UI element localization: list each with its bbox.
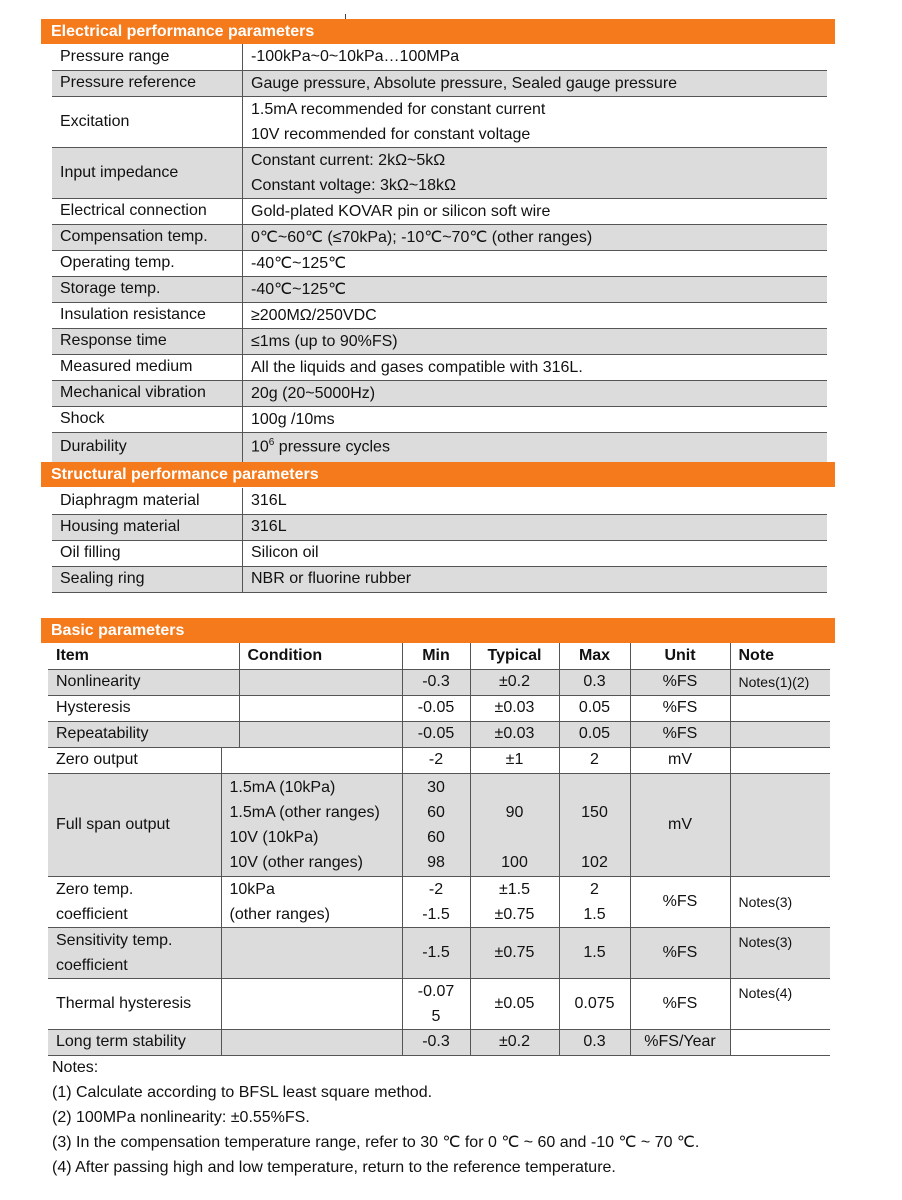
param-name: Electrical connection	[52, 198, 243, 224]
max-cell: 1.5	[559, 927, 630, 978]
param-name: Excitation	[52, 96, 243, 147]
note-cell	[730, 721, 830, 747]
note-item: (3) In the compensation temperature range, refer to 30 ℃ for 0 ℃ ~ 60 and -10 ℃ ~ 70 ℃.	[52, 1134, 700, 1151]
min-cell: -1.5	[402, 927, 470, 978]
table-row	[52, 147, 827, 198]
note-cell	[730, 747, 830, 773]
max-cell: 0.075	[559, 978, 630, 1029]
typical-line: ±1.5	[498, 880, 531, 898]
typical-cell: ±0.2	[470, 669, 559, 695]
note-cell: Notes(3)	[730, 876, 830, 927]
typical-cell: ±0.05	[470, 978, 559, 1029]
table-row	[48, 721, 830, 747]
min-line: -2	[428, 880, 444, 898]
value-line: ≤1ms (up to 90%FS)	[251, 332, 398, 350]
param-value	[243, 224, 828, 250]
min-cell: -2	[402, 747, 470, 773]
param-name: Oil filling	[52, 540, 243, 566]
typical-cell: ±1	[470, 747, 559, 773]
item-cell: Long term stability	[48, 1029, 221, 1055]
param-name: Insulation resistance	[52, 302, 243, 328]
typical-cell: ±0.03	[470, 721, 559, 747]
item-cell: Full span output	[48, 773, 221, 876]
max-cell: 0.3	[559, 1029, 630, 1055]
note-cell: Notes(1)(2)	[730, 669, 830, 695]
unit-cell: mV	[630, 747, 730, 773]
note-cell: Notes(3)	[730, 927, 830, 978]
unit-cell: %FS	[630, 669, 730, 695]
table-row	[48, 773, 830, 876]
param-name: Mechanical vibration	[52, 380, 243, 406]
typical-cell: ±0.75	[470, 927, 559, 978]
unit-cell: mV	[630, 773, 730, 876]
note-item: (2) 100MPa nonlinearity: ±0.55%FS.	[52, 1109, 310, 1126]
param-name: Input impedance	[52, 147, 243, 198]
header-note: Note	[730, 643, 830, 669]
min-cell: -0.3	[402, 1029, 470, 1055]
condition-line: 10V (10kPa)	[229, 828, 319, 846]
value-line: 10V recommended for constant voltage	[251, 125, 531, 143]
max-line: 2	[590, 880, 599, 898]
unit-cell: %FS	[630, 927, 730, 978]
table-row	[52, 566, 827, 592]
typical-cell	[470, 773, 559, 876]
typical-line: ±0.75	[494, 905, 535, 923]
condition-line: 10kPa	[229, 880, 275, 898]
header-max: Max	[559, 643, 630, 669]
unit-cell: %FS	[630, 876, 730, 927]
value-line: 0℃~60℃ (≤70kPa); -10℃~70℃ (other ranges)	[251, 228, 593, 246]
value-line: Constant current: 2kΩ~5kΩ	[251, 151, 446, 169]
param-value	[243, 250, 828, 276]
param-name: Compensation temp.	[52, 224, 243, 250]
param-value	[243, 302, 828, 328]
param-value	[243, 276, 828, 302]
item-line: coefficient	[56, 956, 128, 974]
condition-cell	[221, 927, 402, 978]
header-unit: Unit	[630, 643, 730, 669]
condition-cell	[221, 773, 402, 876]
electrical-section-header: Electrical performance parameters	[41, 19, 835, 44]
condition-cell	[221, 1029, 402, 1055]
table-row	[52, 406, 827, 432]
table-row	[52, 224, 827, 250]
value-line: -100kPa~0~10kPa…100MPa	[251, 48, 460, 66]
durability-exponent: 6	[268, 437, 275, 449]
unit-cell: %FS/Year	[630, 1029, 730, 1055]
max-line: 1.5	[583, 905, 606, 923]
min-cell: -0.3	[402, 669, 470, 695]
value-line: 20g (20~5000Hz)	[251, 384, 376, 402]
param-value	[243, 354, 828, 380]
condition-line: 10V (other ranges)	[229, 853, 363, 871]
table-row	[48, 669, 830, 695]
table-row	[52, 514, 827, 540]
max-line: 102	[581, 853, 608, 871]
condition-cell	[239, 721, 402, 747]
min-line: 30	[427, 778, 445, 796]
table-row	[52, 302, 827, 328]
durability-base: 10	[251, 438, 269, 456]
param-value: NBR or fluorine rubber	[243, 566, 828, 592]
typical-cell: ±0.03	[470, 695, 559, 721]
value-line: ≥200MΩ/250VDC	[251, 306, 377, 324]
table-row	[48, 927, 830, 978]
max-cell: 2	[559, 747, 630, 773]
table-row	[52, 380, 827, 406]
note-cell	[730, 695, 830, 721]
param-value: 316L	[243, 514, 828, 540]
max-cell: 0.3	[559, 669, 630, 695]
value-line: All the liquids and gases compatible with 316L.	[251, 358, 583, 376]
param-name: Sealing ring	[52, 566, 243, 592]
value-line: Gold-plated KOVAR pin or silicon soft wire	[251, 202, 551, 220]
basic-parameters-table	[48, 643, 830, 1056]
min-cell: -0.05	[402, 695, 470, 721]
item-cell: Hysteresis	[48, 695, 239, 721]
value-line: Gauge pressure, Absolute pressure, Sealed gauge pressure	[251, 74, 678, 92]
value-line: 1.5mA recommended for constant current	[251, 100, 546, 118]
param-value	[243, 44, 828, 70]
value-line: -40℃~125℃	[251, 280, 347, 298]
item-cell: Nonlinearity	[48, 669, 239, 695]
table-row	[52, 354, 827, 380]
table-row	[52, 198, 827, 224]
max-cell	[559, 773, 630, 876]
notes-title: Notes:	[52, 1059, 99, 1076]
param-name: Measured medium	[52, 354, 243, 380]
param-value	[243, 328, 828, 354]
item-line: Sensitivity temp.	[56, 931, 173, 949]
max-cell: 0.05	[559, 721, 630, 747]
min-cell	[402, 773, 470, 876]
table-row	[52, 540, 827, 566]
param-value	[243, 406, 828, 432]
param-name: Diaphragm material	[52, 488, 243, 514]
typical-line: 90	[505, 803, 524, 821]
table-row	[48, 978, 830, 1029]
notes-block	[52, 1055, 699, 1180]
header-item: Item	[48, 643, 239, 669]
table-header-row	[48, 643, 830, 669]
typical-cell: ±0.2	[470, 1029, 559, 1055]
table-row	[52, 44, 827, 70]
item-line: coefficient	[56, 905, 128, 923]
param-value: Silicon oil	[243, 540, 828, 566]
note-cell: Notes(4)	[730, 978, 830, 1029]
electrical-table	[52, 44, 827, 463]
table-row	[48, 695, 830, 721]
item-cell	[48, 927, 221, 978]
param-name: Durability	[52, 432, 243, 462]
table-row	[52, 70, 827, 96]
basic-section-header: Basic parameters	[41, 618, 835, 643]
note-item: (1) Calculate according to BFSL least square method.	[52, 1084, 433, 1101]
table-row	[52, 488, 827, 514]
table-row	[48, 747, 830, 773]
note-cell	[730, 773, 830, 876]
item-cell: Zero output	[48, 747, 221, 773]
param-value	[243, 70, 828, 96]
typical-cell	[470, 876, 559, 927]
param-name: Storage temp.	[52, 276, 243, 302]
param-value	[243, 147, 828, 198]
param-value: 316L	[243, 488, 828, 514]
param-name: Operating temp.	[52, 250, 243, 276]
condition-line: 1.5mA (other ranges)	[229, 803, 380, 821]
header-condition: Condition	[239, 643, 402, 669]
param-value	[243, 198, 828, 224]
min-line: 60	[427, 803, 445, 821]
min-line: 60	[427, 828, 445, 846]
min-line: -1.5	[422, 905, 450, 923]
max-cell	[559, 876, 630, 927]
durability-text: pressure cycles	[274, 438, 390, 456]
table-row	[52, 96, 827, 147]
item-line: Zero temp.	[56, 880, 134, 898]
value-line: 100g /10ms	[251, 410, 335, 428]
table-row	[52, 250, 827, 276]
min-line: 5	[431, 1007, 441, 1025]
param-value	[243, 432, 828, 462]
param-name: Housing material	[52, 514, 243, 540]
structural-table	[52, 488, 827, 593]
unit-cell: %FS	[630, 721, 730, 747]
param-name: Pressure range	[52, 44, 243, 70]
param-name: Response time	[52, 328, 243, 354]
typical-line: 100	[501, 853, 528, 871]
structural-section-header: Structural performance parameters	[41, 462, 835, 487]
min-cell	[402, 876, 470, 927]
condition-cell	[221, 747, 402, 773]
header-typical: Typical	[470, 643, 559, 669]
note-cell	[730, 1029, 830, 1055]
condition-cell	[239, 669, 402, 695]
table-row	[52, 432, 827, 462]
param-value	[243, 380, 828, 406]
min-line: 98	[427, 853, 445, 871]
header-min: Min	[402, 643, 470, 669]
min-line: -0.07	[417, 982, 455, 1000]
condition-cell	[221, 876, 402, 927]
table-row	[52, 276, 827, 302]
condition-line: (other ranges)	[229, 905, 330, 923]
max-cell: 0.05	[559, 695, 630, 721]
min-cell	[402, 978, 470, 1029]
param-value	[243, 96, 828, 147]
max-line: 150	[581, 803, 608, 821]
condition-cell	[221, 978, 402, 1029]
param-name: Pressure reference	[52, 70, 243, 96]
param-name: Shock	[52, 406, 243, 432]
table-row	[48, 876, 830, 927]
condition-line: 1.5mA (10kPa)	[229, 778, 336, 796]
item-cell: Thermal hysteresis	[48, 978, 221, 1029]
min-cell: -0.05	[402, 721, 470, 747]
item-cell: Repeatability	[48, 721, 239, 747]
unit-cell: %FS	[630, 695, 730, 721]
condition-cell	[239, 695, 402, 721]
unit-cell: %FS	[630, 978, 730, 1029]
table-row	[52, 328, 827, 354]
value-line: Constant voltage: 3kΩ~18kΩ	[251, 176, 456, 194]
value-line: -40℃~125℃	[251, 254, 347, 272]
item-cell	[48, 876, 221, 927]
table-row	[48, 1029, 830, 1055]
note-item: (4) After passing high and low temperature, return to the reference temperature.	[52, 1159, 616, 1176]
